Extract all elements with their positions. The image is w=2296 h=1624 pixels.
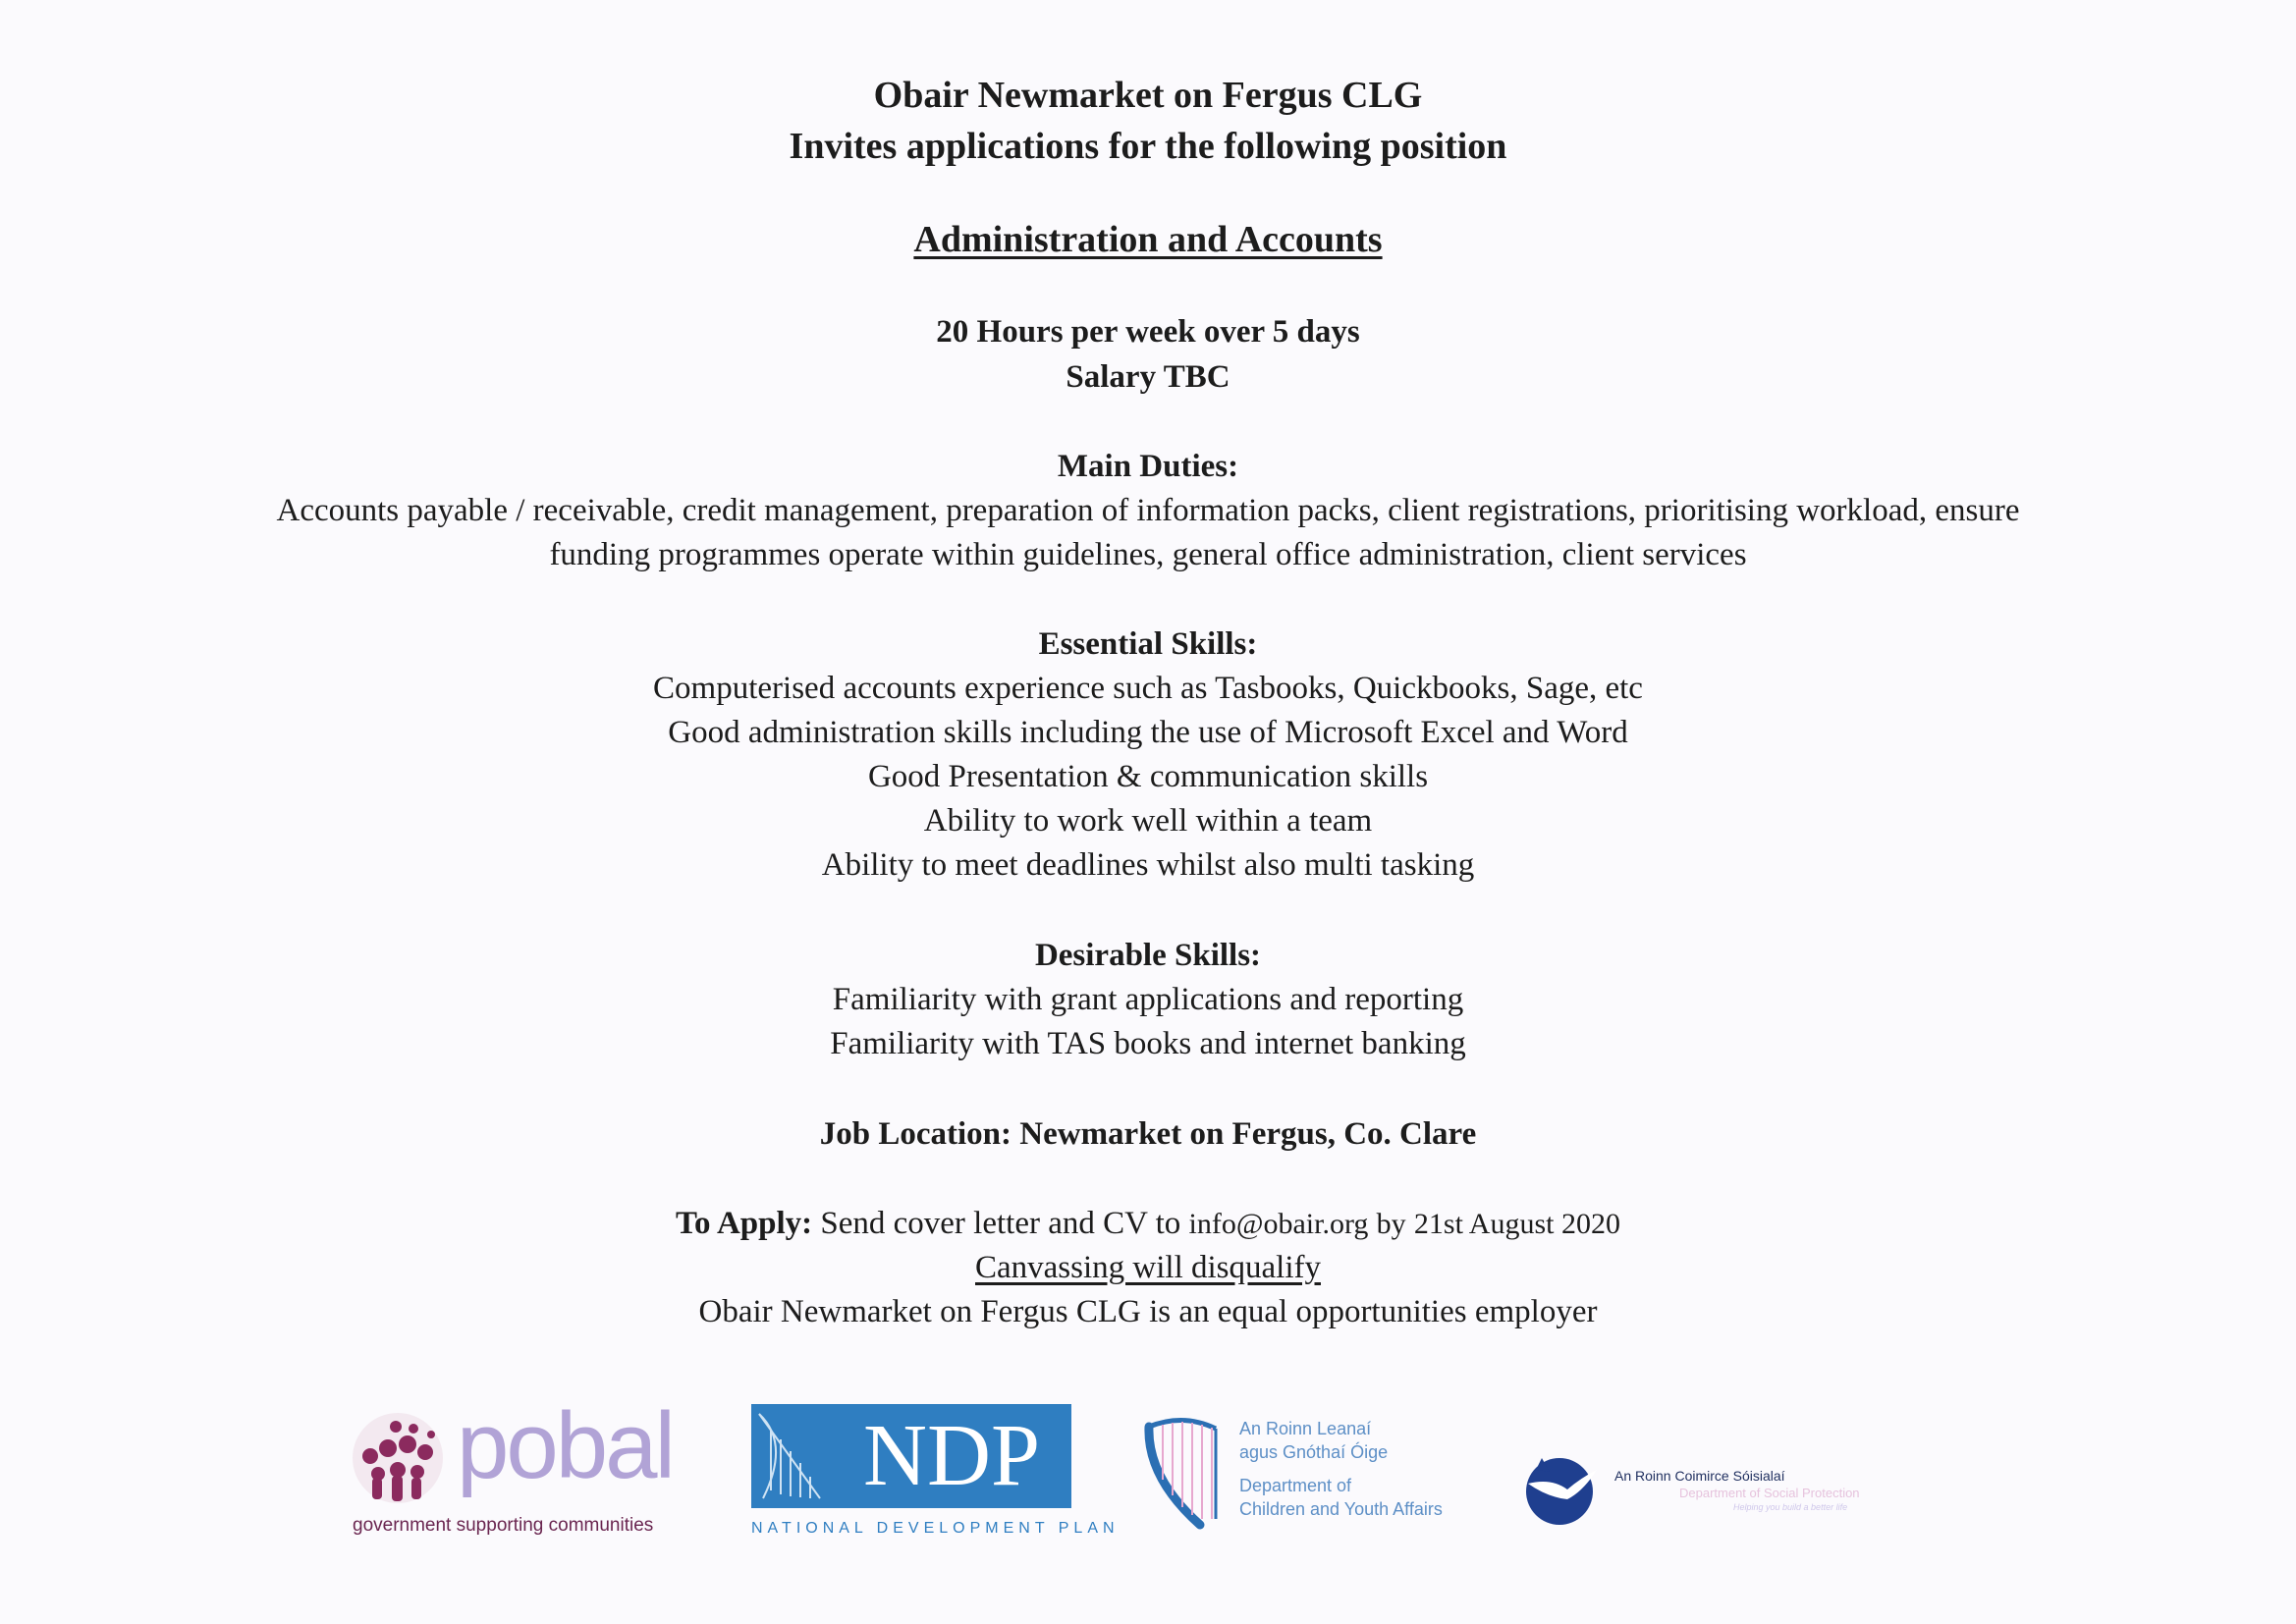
apply-label: To Apply: (676, 1206, 813, 1241)
org-title: Obair Newmarket on Fergus CLG (873, 75, 1423, 116)
essential-skills-heading: Essential Skills: (1038, 626, 1258, 662)
apply-email[interactable]: info@obair.org (1188, 1208, 1369, 1240)
ndp-wordmark: NDP (862, 1407, 1041, 1504)
apply-deadline: 21st August 2020 (1413, 1208, 1620, 1240)
dcya-line-4: Children and Youth Affairs (1239, 1499, 1443, 1519)
position-title-text: Administration and Accounts (913, 219, 1383, 260)
essential-skill-item: Good Presentation & communication skills (867, 759, 1429, 794)
hours-line: 20 Hours per week over 5 days (936, 314, 1360, 350)
harp-icon (751, 1404, 830, 1508)
essential-skill-item: Good administration skills including the use of Microsoft Excel and Word (668, 715, 1628, 750)
desirable-skill-item: Familiarity with TAS books and internet banking (830, 1026, 1466, 1061)
pobal-dots-icon (349, 1409, 447, 1507)
equal-opportunities-line: Obair Newmarket on Fergus CLG is an equal opportunities employer (698, 1294, 1598, 1329)
salary-line: Salary TBC (1066, 359, 1230, 395)
main-duties-line-1: Accounts payable / receivable, credit management, preparation of information packs, client registrations, prioritising workload, ensure (276, 493, 2020, 528)
dcya-line-1: An Roinn Leanaí (1239, 1419, 1372, 1438)
dsp-tagline: Helping you build a better life (1733, 1502, 1848, 1512)
dcya-harp-icon (1139, 1409, 1228, 1537)
essential-skill-item: Ability to work well within a team (923, 803, 1373, 839)
pobal-wordmark: pobal (457, 1393, 673, 1498)
dcya-irish-text (1239, 1417, 1388, 1464)
essential-skill-item: Ability to meet deadlines whilst also multi tasking (821, 847, 1475, 883)
invites-line: Invites applications for the following position (789, 126, 1507, 167)
dcya-line-3: Department of (1239, 1476, 1352, 1495)
dsp-english: Department of Social Protection (1679, 1486, 1860, 1500)
desirable-skill-item: Familiarity with grant applications and reporting (832, 982, 1464, 1017)
pobal-logo (349, 1393, 683, 1546)
dsp-bird-icon (1522, 1448, 1601, 1531)
position-title (0, 218, 2296, 261)
apply-text: Send cover letter and CV to (820, 1206, 1181, 1241)
canvassing-text: Canvassing will disqualify (975, 1250, 1321, 1285)
dcya-logo (1139, 1399, 1473, 1546)
job-location: Job Location: Newmarket on Fergus, Co. Clare (819, 1116, 1477, 1152)
dcya-line-2: agus Gnóthaí Óige (1239, 1442, 1389, 1462)
dcya-english-text (1239, 1474, 1443, 1521)
main-duties-line-2: funding programmes operate within guidelines, general office administration, client services (549, 537, 1747, 572)
main-duties-heading: Main Duties: (1057, 449, 1239, 484)
canvassing-line (0, 1250, 2296, 1286)
ndp-logo (751, 1399, 1120, 1546)
dsp-logo (1522, 1399, 1895, 1546)
funder-logos (0, 1393, 2296, 1546)
ndp-tagline: NATIONAL DEVELOPMENT PLAN (751, 1520, 1120, 1537)
apply-line (0, 1206, 2296, 1242)
dsp-irish: An Roinn Coimirce Sóisialaí (1614, 1468, 1785, 1484)
essential-skill-item: Computerised accounts experience such as Tasbooks, Quickbooks, Sage, etc (653, 671, 1643, 706)
pobal-tagline: government supporting communities (353, 1515, 654, 1536)
ndp-box (751, 1404, 1071, 1508)
apply-by: by (1376, 1208, 1406, 1240)
desirable-skills-heading: Desirable Skills: (1034, 938, 1262, 973)
